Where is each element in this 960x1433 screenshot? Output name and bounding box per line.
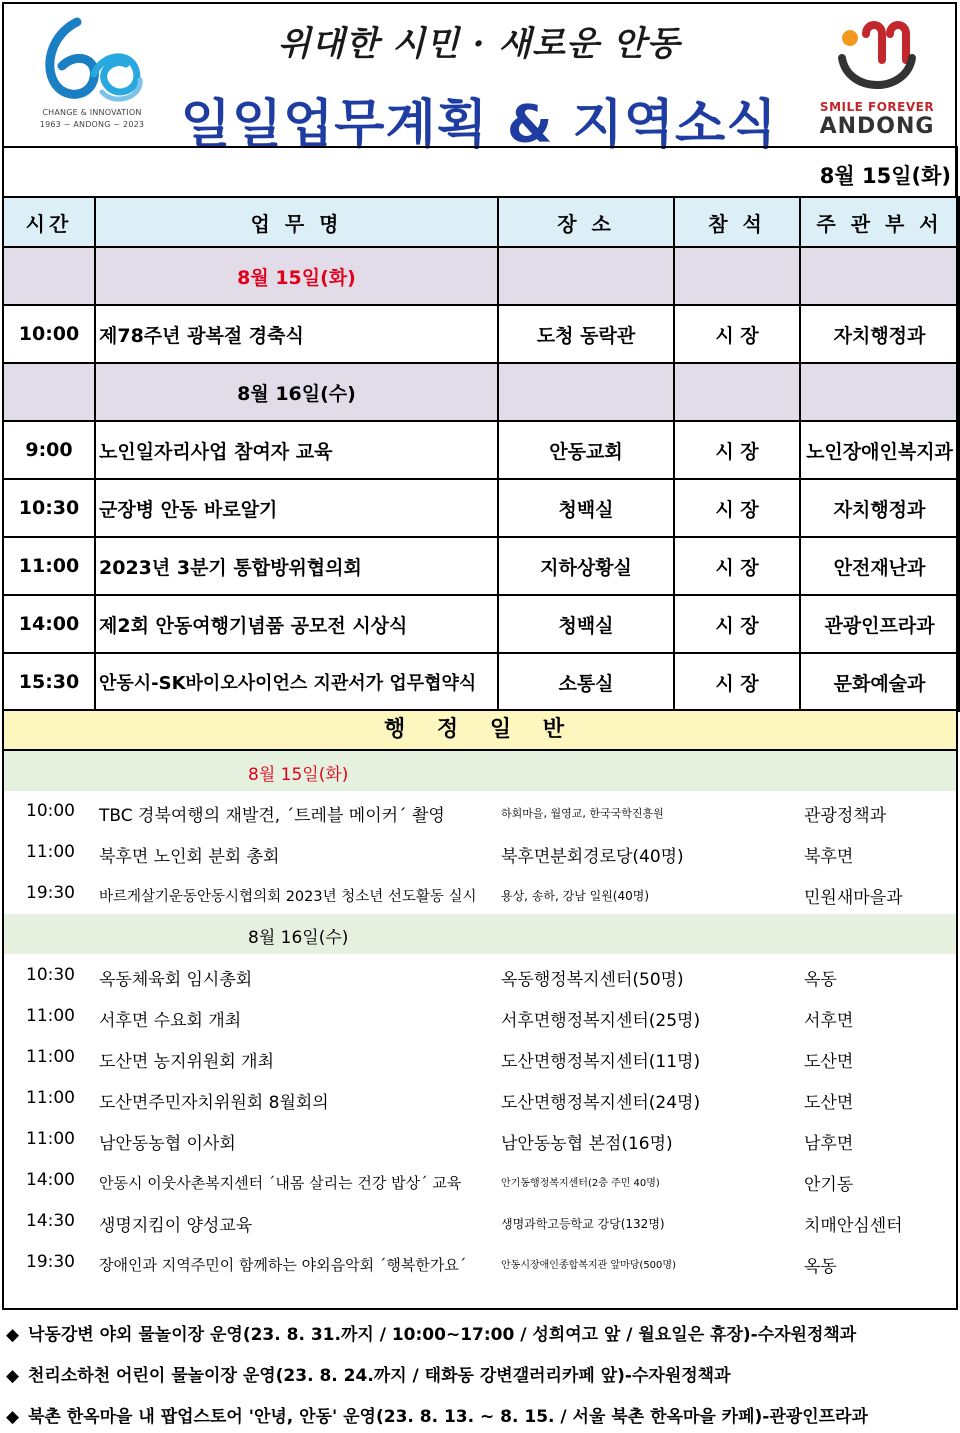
- attend-cell: 시 장: [674, 595, 800, 653]
- attend-cell: 시 장: [674, 305, 800, 363]
- diamond-bullet-icon: ◆: [6, 1407, 20, 1427]
- admin-place: 안동시장애인종합복지관 앞마당(500명): [501, 1260, 676, 1271]
- admin-task-name: TBC 경북여행의 재발견, ´트레블 메이커´ 촬영: [99, 806, 445, 826]
- time-cell: 15:30: [3, 653, 95, 711]
- notice-item: [6, 1402, 868, 1427]
- attend-cell: 시 장: [674, 479, 800, 537]
- date-row: [2, 146, 957, 196]
- admin-time: 14:30: [26, 1211, 75, 1231]
- admin-dept: 안기동: [804, 1175, 854, 1195]
- page-title: 일일업무계획 & 지역소식: [180, 95, 778, 155]
- admin-place: 안기동행정복지센터(2층 주민 40명): [501, 1178, 660, 1189]
- admin-dept: 옥동: [804, 1257, 837, 1277]
- task-name-cell: 제78주년 광복절 경축식: [95, 305, 498, 363]
- frame-right-border: [956, 146, 958, 1309]
- dept-cell: 노인장애인복지과: [800, 421, 959, 479]
- empty-cell: [498, 363, 674, 421]
- admin-task-name: 안동시 이웃사촌복지센터 ´내몸 살리는 건강 밥상´ 교육: [99, 1174, 462, 1192]
- logo-left-text2: 1963 ~ ANDONG ~ 2023: [39, 120, 145, 129]
- admin-task-name: 서후면 수요회 개최: [99, 1011, 242, 1031]
- empty-cell: [498, 247, 674, 305]
- col-header-attend: 참 석: [674, 197, 800, 247]
- schedule-date: 8월 15일(화): [95, 247, 498, 305]
- time-cell: 10:00: [3, 305, 95, 363]
- task-name-cell: 안동시-SK바이오사이언스 지관서가 업무협약식: [95, 653, 498, 711]
- header: [2, 2, 957, 155]
- admin-task-name: 옥동체육회 임시총회: [99, 970, 253, 990]
- dept-cell: 문화예술과: [800, 653, 959, 711]
- table-row: [3, 653, 959, 711]
- place-cell: 도청 동락관: [498, 305, 674, 363]
- admin-time: 14:00: [26, 1170, 75, 1190]
- admin-task-name: 생명지킴이 양성교육: [99, 1216, 253, 1236]
- list-item: [2, 791, 958, 832]
- slogan: 위대한 시민 · 새로운 안동: [277, 24, 681, 64]
- time-cell: 14:00: [3, 595, 95, 653]
- place-cell: 지하상황실: [498, 537, 674, 595]
- attend-cell: 시 장: [674, 537, 800, 595]
- admin-place: 생명과학고등학교 강당(132명): [501, 1217, 665, 1231]
- admin-dept: 치매안심센터: [804, 1216, 903, 1236]
- empty-cell: [800, 363, 959, 421]
- logo-right-text1: SMILE FOREVER: [819, 100, 935, 114]
- table-row: [3, 537, 959, 595]
- place-cell: 안동교회: [498, 421, 674, 479]
- admin-task-name: 도산면주민자치위원회 8월회의: [99, 1093, 329, 1113]
- admin-time: 10:30: [26, 965, 75, 985]
- list-item: [2, 1119, 958, 1160]
- empty-cell: [674, 247, 800, 305]
- table-row: [3, 479, 959, 537]
- admin-time: 11:00: [26, 1047, 75, 1067]
- notice-text: 낙동강변 야외 물놀이장 운영(23. 8. 31.까지 / 10:00~17:00 / 성희여고 앞 / 월요일은 휴장)-수자원정책과: [28, 1325, 857, 1345]
- schedule-date-row: [3, 363, 959, 421]
- admin-dept: 관광정책과: [804, 806, 887, 826]
- admin-place: 서후면행정복지센터(25명): [501, 1011, 701, 1031]
- empty-cell: [3, 363, 95, 421]
- list-item: [2, 1201, 958, 1242]
- table-row: [3, 595, 959, 653]
- admin-task-name: 도산면 농지위원회 개최: [99, 1052, 275, 1072]
- schedule-header-row: [3, 197, 959, 247]
- schedule-date-row: [3, 247, 959, 305]
- diamond-bullet-icon: ◆: [6, 1366, 20, 1386]
- report-date: 8월 15일(화): [819, 164, 951, 188]
- andong-smile-logo: [812, 14, 942, 139]
- schedule-table: [2, 196, 960, 712]
- col-header-time: 시간: [3, 197, 95, 247]
- admin-time: 10:00: [26, 801, 75, 821]
- admin-place: 북후면분회경로당(40명): [501, 847, 684, 867]
- admin-date: 8월 15일(화): [248, 765, 349, 785]
- admin-date: 8월 16일(수): [248, 928, 349, 948]
- admin-section-title: 행 정 일 반: [2, 709, 958, 751]
- admin-time: 11:00: [26, 1088, 75, 1108]
- admin-dept: 도산면: [804, 1052, 854, 1072]
- table-row: [3, 421, 959, 479]
- dept-cell: 자치행정과: [800, 479, 959, 537]
- table-row: [3, 305, 959, 363]
- admin-time: 11:00: [26, 1006, 75, 1026]
- admin-dept: 민원새마을과: [804, 888, 903, 908]
- attend-cell: 시 장: [674, 653, 800, 711]
- admin-task-name: 장애인과 지역주민이 함께하는 야외음악회 ´행복한가요´: [99, 1256, 467, 1274]
- admin-time: 19:30: [26, 883, 75, 903]
- smile-emblem-icon: [812, 14, 942, 98]
- empty-cell: [800, 247, 959, 305]
- task-name-cell: 노인일자리사업 참여자 교육: [95, 421, 498, 479]
- notice-item: [6, 1320, 856, 1345]
- 60th-anniversary-logo: [32, 14, 152, 139]
- admin-place: 옥동행정복지센터(50명): [501, 970, 684, 990]
- col-header-dept: 주 관 부 서: [800, 197, 959, 247]
- empty-cell: [674, 363, 800, 421]
- logo-left-text1: CHANGE & INNOVATION: [42, 108, 142, 117]
- admin-time: 11:00: [26, 1129, 75, 1149]
- admin-place: 하회마을, 월영교, 한국국학진흥원: [501, 807, 664, 820]
- list-item: [2, 1078, 958, 1119]
- time-cell: 9:00: [3, 421, 95, 479]
- col-header-name: 업 무 명: [95, 197, 498, 247]
- admin-place: 용상, 송하, 강남 일원(40명): [501, 889, 650, 903]
- admin-place: 도산면행정복지센터(24명): [501, 1093, 701, 1113]
- empty-cell: [3, 247, 95, 305]
- col-header-place: 장 소: [498, 197, 674, 247]
- admin-place: 도산면행정복지센터(11명): [501, 1052, 701, 1072]
- task-name-cell: 2023년 3분기 통합방위협의회: [95, 537, 498, 595]
- dept-cell: 관광인프라과: [800, 595, 959, 653]
- dept-cell: 안전재난과: [800, 537, 959, 595]
- schedule-date: 8월 16일(수): [95, 363, 498, 421]
- dept-cell: 자치행정과: [800, 305, 959, 363]
- list-item: [2, 832, 958, 873]
- attend-cell: 시 장: [674, 421, 800, 479]
- time-cell: 10:30: [3, 479, 95, 537]
- notice-text: 북촌 한옥마을 내 팝업스토어 '안녕, 안동' 운영(23. 8. 13. ~ 8. 15. / 서울 북촌 한옥마을 카페)-관광인프라과: [28, 1407, 868, 1427]
- admin-task-name: 북후면 노인회 분회 총회: [99, 847, 280, 867]
- admin-time: 11:00: [26, 842, 75, 862]
- place-cell: 청백실: [498, 479, 674, 537]
- admin-date-row: [2, 914, 958, 954]
- notice-item: [6, 1361, 731, 1386]
- time-cell: 11:00: [3, 537, 95, 595]
- admin-dept: 북후면: [804, 847, 854, 867]
- task-name-cell: 제2회 안동여행기념품 공모전 시상식: [95, 595, 498, 653]
- admin-date-row: [2, 751, 958, 791]
- admin-dept: 옥동: [804, 970, 837, 990]
- list-item: [2, 996, 958, 1037]
- logo-right-text2: ANDONG: [819, 114, 935, 139]
- list-item: [2, 873, 958, 914]
- task-name-cell: 군장병 안동 바로알기: [95, 479, 498, 537]
- place-cell: 소통실: [498, 653, 674, 711]
- anniversary-emblem-icon: [32, 14, 152, 106]
- admin-task-name: 바르게살기운동안동시협의회 2023년 청소년 선도활동 실시: [99, 889, 477, 905]
- notices: [2, 1308, 958, 1433]
- diamond-bullet-icon: ◆: [6, 1325, 20, 1345]
- list-item: [2, 955, 958, 996]
- list-item: [2, 1160, 958, 1201]
- admin-place: 남안동농협 본점(16명): [501, 1134, 673, 1154]
- place-cell: 청백실: [498, 595, 674, 653]
- admin-dept: 도산면: [804, 1093, 854, 1113]
- admin-time: 19:30: [26, 1252, 75, 1272]
- admin-task-name: 남안동농협 이사회: [99, 1134, 236, 1154]
- admin-dept: 남후면: [804, 1134, 854, 1154]
- admin-dept: 서후면: [804, 1011, 854, 1031]
- list-item: [2, 1037, 958, 1078]
- notice-text: 천리소하천 어린이 물놀이장 운영(23. 8. 24.까지 / 태화동 강변갤러리카페 앞)-수자원정책과: [28, 1366, 731, 1386]
- frame-left-border: [2, 146, 4, 1309]
- list-item: [2, 1242, 958, 1283]
